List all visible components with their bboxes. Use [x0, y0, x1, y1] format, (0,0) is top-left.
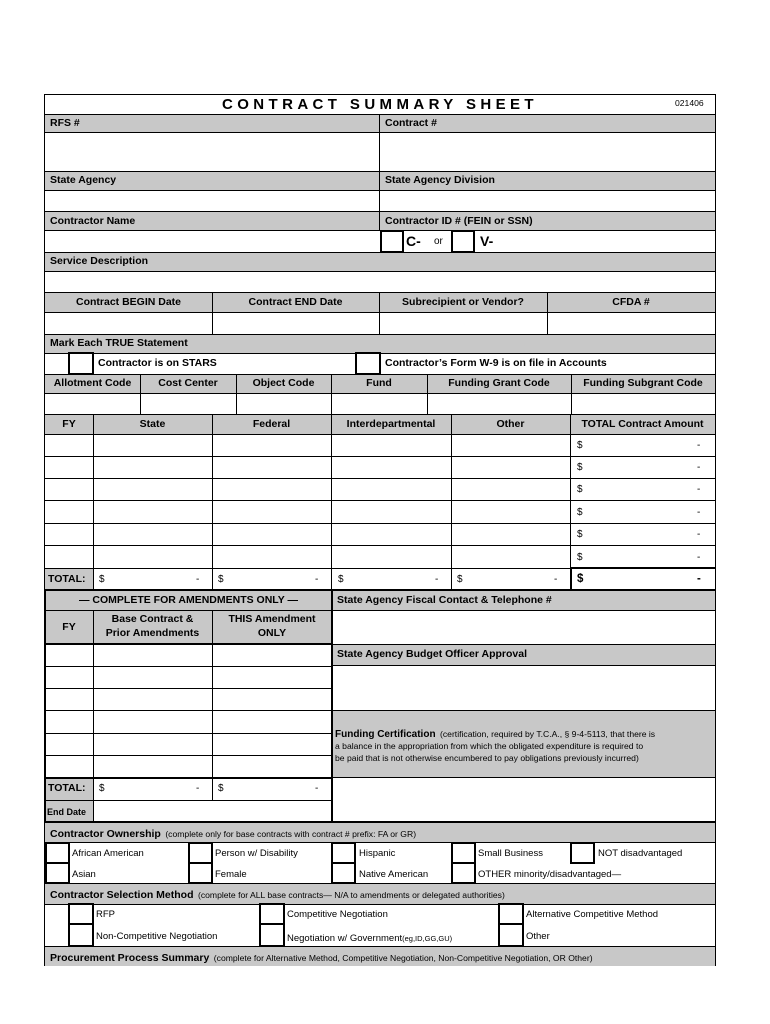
amend-base-dash: -: [196, 783, 200, 794]
funding-certification-field[interactable]: [333, 778, 714, 821]
fy-header: FY: [62, 418, 76, 430]
competitive-negotiation-checkbox[interactable]: [259, 903, 285, 925]
budget-officer-field[interactable]: [333, 666, 714, 709]
rfp-checkbox[interactable]: [68, 903, 94, 925]
allotment-code-field[interactable]: [46, 394, 139, 413]
state-agency-label: State Agency: [50, 174, 117, 186]
other-minority-label: OTHER minority/disadvantaged—: [478, 869, 622, 880]
end-date-short-label: End Date: [47, 807, 87, 817]
state-agency-division-label: State Agency Division: [385, 174, 495, 186]
funding-subgrant-code-field[interactable]: [572, 394, 714, 413]
funding-cert-line-3: be paid that is not otherwise encumbered to pay obligations previously incurred): [335, 753, 639, 763]
begin-date-field[interactable]: [46, 313, 211, 333]
amendments-header: — COMPLETE FOR AMENDMENTS ONLY —: [79, 594, 298, 606]
form-title: CONTRACT SUMMARY SHEET: [222, 96, 538, 113]
grand-total-dollar: $: [577, 573, 584, 585]
total-interdepartmental-dash: -: [435, 574, 439, 585]
stars-checkbox[interactable]: [68, 352, 94, 375]
c-prefix-label: C-: [406, 233, 421, 249]
v-prefix-label: V-: [480, 233, 494, 249]
competitive-negotiation-label: Competitive Negotiation: [287, 909, 388, 920]
amend-this-dash: -: [315, 783, 319, 794]
grand-total-dash: -: [697, 573, 701, 585]
federal-row-1[interactable]: [213, 435, 330, 456]
total-other-dash: -: [554, 574, 558, 585]
other-row-1[interactable]: [452, 435, 569, 456]
funding-certification: [335, 727, 715, 764]
amendment-end-date-field[interactable]: [94, 801, 331, 821]
funding-cert-line-2: a balance in the appropriation from which the obligated expenditure is required to: [335, 741, 644, 751]
interdepartmental-row-1[interactable]: [332, 435, 450, 456]
person-disability-label: Person w/ Disability: [215, 848, 298, 859]
negotiation-gov-label-group: [287, 930, 452, 945]
fund-field[interactable]: [332, 394, 426, 413]
funding-grant-code-label: Funding Grant Code: [448, 377, 550, 389]
other-minority-checkbox[interactable]: [451, 862, 476, 884]
selection-note: (complete for ALL base contracts— N/A to amendments or delegated authorities): [197, 890, 505, 900]
funding-grant-code-field[interactable]: [428, 394, 570, 413]
interdepartmental-header: Interdepartmental: [346, 418, 436, 430]
form-number: 021406: [675, 98, 704, 108]
this-amendment-header-2: ONLY: [257, 627, 287, 639]
state-agency-field[interactable]: [46, 191, 378, 210]
begin-date-label: Contract BEGIN Date: [75, 296, 181, 308]
cfda-field[interactable]: [548, 313, 714, 333]
c-prefix-checkbox[interactable]: [380, 230, 404, 253]
total-contract-amount-header: TOTAL Contract Amount: [581, 418, 704, 430]
object-code-field[interactable]: [237, 394, 330, 413]
not-disadvantaged-checkbox[interactable]: [570, 842, 595, 864]
row-3-dollar: $: [577, 484, 583, 495]
native-american-label: Native American: [359, 869, 429, 880]
hispanic-checkbox[interactable]: [331, 842, 356, 864]
total-federal-dollar: $: [218, 574, 224, 585]
mark-true-label: Mark Each TRUE Statement: [50, 337, 188, 349]
w9-checkbox[interactable]: [355, 352, 381, 375]
other-header: Other: [496, 418, 525, 430]
procurement-note: (complete for Alternative Method, Competitive Negotiation, Non-Competitive Negotiation, OR Other): [213, 953, 593, 963]
row-2-dollar: $: [577, 462, 583, 473]
ownership-title: Contractor Ownership: [50, 828, 161, 840]
federal-header: Federal: [252, 418, 291, 430]
service-description-field[interactable]: [46, 272, 714, 291]
state-header: State: [139, 418, 166, 430]
w9-label: Contractor’s Form W-9 is on file in Accounts: [385, 357, 607, 369]
rfs-field[interactable]: [46, 133, 378, 170]
v-prefix-checkbox[interactable]: [451, 230, 475, 253]
hispanic-label: Hispanic: [359, 848, 396, 859]
object-code-label: Object Code: [252, 377, 315, 389]
row-5-dollar: $: [577, 529, 583, 540]
rfs-label: RFS #: [50, 117, 80, 129]
subrecipient-field[interactable]: [380, 313, 546, 333]
row-4-dash: -: [697, 507, 701, 518]
contract-number-label: Contract #: [385, 117, 437, 129]
base-contract-header-1: Base Contract &: [111, 613, 194, 625]
row-1-dollar: $: [577, 440, 583, 451]
contractor-name-field[interactable]: [46, 231, 378, 251]
row-2-dash: -: [697, 462, 701, 473]
budget-officer-label: State Agency Budget Officer Approval: [337, 648, 528, 660]
african-american-checkbox[interactable]: [45, 842, 70, 864]
native-american-checkbox[interactable]: [331, 862, 356, 884]
total-label: TOTAL:: [48, 573, 86, 585]
other-method-label: Other: [526, 931, 550, 942]
fy-row-1[interactable]: [46, 435, 92, 456]
amend-total-label: TOTAL:: [48, 782, 86, 794]
fiscal-contact-field[interactable]: [333, 611, 714, 643]
non-competitive-label: Non-Competitive Negotiation: [96, 931, 218, 942]
person-disability-checkbox[interactable]: [188, 842, 213, 864]
subrecipient-label: Subrecipient or Vendor?: [402, 296, 524, 308]
procurement-header: [50, 950, 593, 965]
rfp-label: RFP: [96, 909, 115, 920]
female-checkbox[interactable]: [188, 862, 213, 884]
state-agency-division-field[interactable]: [381, 191, 714, 210]
allotment-code-label: Allotment Code: [53, 377, 132, 389]
row-3-dash: -: [697, 484, 701, 495]
total-state-dash: -: [196, 574, 200, 585]
row-4-dollar: $: [577, 507, 583, 518]
funding-subgrant-code-label: Funding Subgrant Code: [583, 377, 703, 389]
funding-cert-line-1: (certification, required by T.C.A., § 9-4-5113, that there is: [440, 729, 656, 739]
asian-label: Asian: [72, 869, 96, 880]
negotiation-gov-checkbox[interactable]: [259, 923, 285, 947]
row-5-dash: -: [697, 529, 701, 540]
amend-base-dollar: $: [99, 783, 105, 794]
selection-title: Contractor Selection Method: [50, 889, 194, 901]
alternative-method-checkbox[interactable]: [498, 903, 524, 925]
end-date-field[interactable]: [213, 313, 378, 333]
contract-number-field[interactable]: [381, 133, 714, 170]
total-interdepartmental-dollar: $: [338, 574, 344, 585]
ownership-header: [50, 826, 416, 841]
total-state-dollar: $: [99, 574, 105, 585]
or-label: or: [434, 236, 443, 247]
african-american-label: African American: [72, 848, 144, 859]
funding-cert-title: Funding Certification: [335, 729, 436, 740]
base-contract-header-2: Prior Amendments: [105, 627, 200, 639]
female-label: Female: [215, 869, 247, 880]
cost-center-field[interactable]: [141, 394, 235, 413]
total-other-dollar: $: [457, 574, 463, 585]
negotiation-gov-note: (eg,ID,GG,GU): [402, 934, 453, 943]
amendments-fy-header: FY: [62, 621, 76, 633]
other-method-checkbox[interactable]: [498, 923, 524, 947]
contractor-id-label: Contractor ID # (FEIN or SSN): [385, 215, 533, 227]
ownership-note: (complete only for base contracts with contract # prefix: FA or GR): [165, 829, 417, 839]
cfda-label: CFDA #: [612, 296, 650, 308]
row-6-dash: -: [697, 552, 701, 563]
non-competitive-checkbox[interactable]: [68, 923, 94, 947]
selection-header: [50, 887, 505, 902]
fiscal-contact-label: State Agency Fiscal Contact & Telephone #: [337, 594, 552, 606]
service-description-label: Service Description: [50, 255, 149, 267]
amend-this-dollar: $: [218, 783, 224, 794]
small-business-checkbox[interactable]: [451, 842, 476, 864]
end-date-label: Contract END Date: [248, 296, 343, 308]
cost-center-label: Cost Center: [158, 377, 218, 389]
asian-checkbox[interactable]: [45, 862, 70, 884]
negotiation-gov-label: Negotiation w/ Government: [287, 933, 403, 944]
state-row-1[interactable]: [94, 435, 211, 456]
contractor-name-label: Contractor Name: [50, 215, 136, 227]
procurement-title: Procurement Process Summary: [50, 952, 210, 964]
small-business-label: Small Business: [478, 848, 543, 859]
row-6-dollar: $: [577, 552, 583, 563]
row-1-dash: -: [697, 440, 701, 451]
not-disadvantaged-label: NOT disadvantaged: [598, 848, 683, 859]
alternative-method-label: Alternative Competitive Method: [526, 909, 659, 920]
total-federal-dash: -: [315, 574, 319, 585]
this-amendment-header-1: THIS Amendment: [228, 613, 316, 625]
fund-label: Fund: [366, 377, 392, 389]
stars-label: Contractor is on STARS: [98, 357, 217, 369]
